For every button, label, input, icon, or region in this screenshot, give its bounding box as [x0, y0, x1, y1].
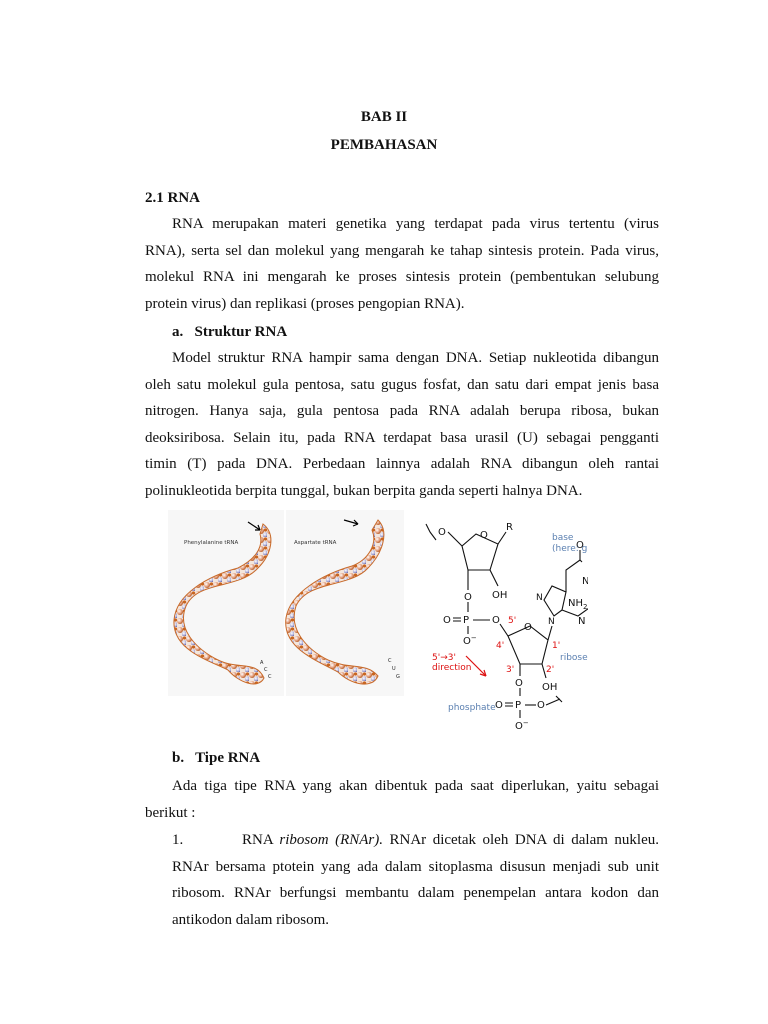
trna-right-end-c: C [388, 658, 392, 664]
direction-label-2: direction [432, 663, 472, 673]
trna-left-end-c1: C [264, 667, 268, 673]
label-3-prime: 3' [506, 665, 515, 675]
rna-structure-figure [168, 510, 588, 732]
ribose-label: ribose [560, 653, 588, 663]
chapter-number: BAB II [360, 109, 408, 125]
trna-left-end-c2: C [268, 674, 272, 680]
o-link-top: O [464, 592, 472, 603]
o-link-bottom: O [515, 678, 523, 689]
label-4-prime: 4' [496, 641, 505, 651]
p-bottom: P [515, 700, 522, 711]
direction-label-1: 5'→3' [432, 653, 456, 663]
p-top: P [463, 615, 470, 626]
text-line: RNA merupakan materi genetika yang terdapat pada virus tertentu (virus [172, 216, 659, 232]
text-line: oleh satu molekul gula pentosa, satu gugus fosfat, dan satu dari empat jenis basa [145, 376, 659, 393]
trna-left-end-a: A [260, 660, 264, 666]
n-glycosidic: N [548, 617, 555, 627]
subsection-b-heading: b. Tipe RNA [172, 750, 261, 766]
oh-top: OH [492, 590, 508, 601]
text-line: ribosom. RNAr berfungsi membantu dalam penempelan antara kodon dan [172, 885, 659, 902]
o-double-top: O [443, 615, 451, 626]
subsection-a-heading: a. Struktur RNA [172, 324, 288, 340]
text-line: protein virus) dan replikasi (proses pengopian RNA). [145, 295, 465, 312]
intro-paragraph [145, 211, 659, 317]
text-line: antikodon dalam ribosom. [172, 911, 330, 928]
text-line: berikut : [145, 804, 196, 821]
base-sublabel: (here: g [552, 544, 588, 554]
oh-bottom: OH [542, 682, 558, 693]
nh2-group: $NH_2$ [568, 598, 588, 611]
structure-paragraph [145, 345, 659, 505]
text-line: deoksiribosa. Selain itu, pada RNA terdapat basa urasil (U) sebagai pengganti [145, 429, 659, 446]
list-item-number: 1. [172, 832, 184, 848]
list-item-1 [172, 827, 659, 933]
o-double-bottom: O [495, 700, 503, 711]
trna-right-end-g: G [396, 674, 400, 680]
text-line: Model struktur RNA hampir sama dengan DNA. Setiap nukleotida dibangun [172, 350, 659, 366]
o-minus-top: O− [463, 634, 477, 647]
atom-o-top: O [438, 527, 446, 538]
n-ring-bottom: N [578, 616, 586, 627]
bond [498, 532, 506, 544]
text-line: nitrogen. Hanya saja, gula pentosa pada RNA adalah berupa ribosa, bukan [145, 403, 659, 420]
label-1-prime: 1' [552, 641, 561, 651]
text-line: polinukleotida berpita tunggal, bukan berpita ganda seperti halnya DNA. [145, 482, 583, 499]
bond [546, 696, 562, 705]
imidazole-ring [544, 586, 566, 616]
bond [426, 524, 436, 540]
r-group: R [506, 522, 513, 533]
trna-right-label: Aspartate tRNA [294, 540, 337, 546]
trna-left-label: Phenylalanine tRNA [184, 540, 239, 546]
o-bottom-right: O [537, 700, 545, 711]
text-line: RNAr bersama ptotein yang ada dalam sitoplasma disusun menjadi sub unit [172, 858, 659, 875]
section-heading: 2.1 RNA [145, 190, 200, 206]
double-bond [505, 703, 513, 706]
rna-type-term: ribosom (RNAr). [279, 832, 383, 848]
chapter-title: PEMBAHASAN [330, 137, 438, 153]
bond [500, 624, 508, 636]
trna-right-end-u: U [392, 666, 396, 672]
types-paragraph [145, 773, 659, 826]
text-line: timin (T) pada DNA. Perbedaan lainnya adalah RNA dibangun oleh rantai [145, 456, 659, 473]
text-line: RNA), serta sel dan molekul yang mengarah ke tahap sintesis protein. Pada virus, [145, 242, 659, 259]
text-line: Ada tiga tipe RNA yang akan dibentuk pada saat diperlukan, yaitu sebagai [172, 778, 659, 794]
o-bridge: O [492, 615, 500, 626]
bond [490, 570, 498, 586]
o-minus-bottom: O− [515, 719, 529, 732]
n-imidazole: N [536, 593, 543, 603]
o-carbonyl: O [576, 540, 584, 551]
base-label: base [552, 533, 574, 543]
top-ribose-ring [448, 532, 498, 570]
atom-o-ring-top: O [480, 530, 488, 541]
rna-figure-svg [168, 510, 588, 732]
o-ring-bottom: O [524, 622, 532, 633]
bond [548, 626, 552, 640]
label-5-prime: 5' [508, 616, 517, 626]
nh-group: N [582, 576, 588, 587]
phosphate-label: phosphate [448, 703, 496, 713]
double-bond [453, 618, 461, 621]
list-item-first-line: 1. RNA ribosom (RNAr). RNAr dicetak oleh DNA di dalam nukleu. [172, 827, 659, 854]
text-line: molekul RNA ini mengarah ke proses sintesis protein (pembentukan selubung [145, 269, 659, 286]
label-2-prime: 2' [546, 665, 555, 675]
